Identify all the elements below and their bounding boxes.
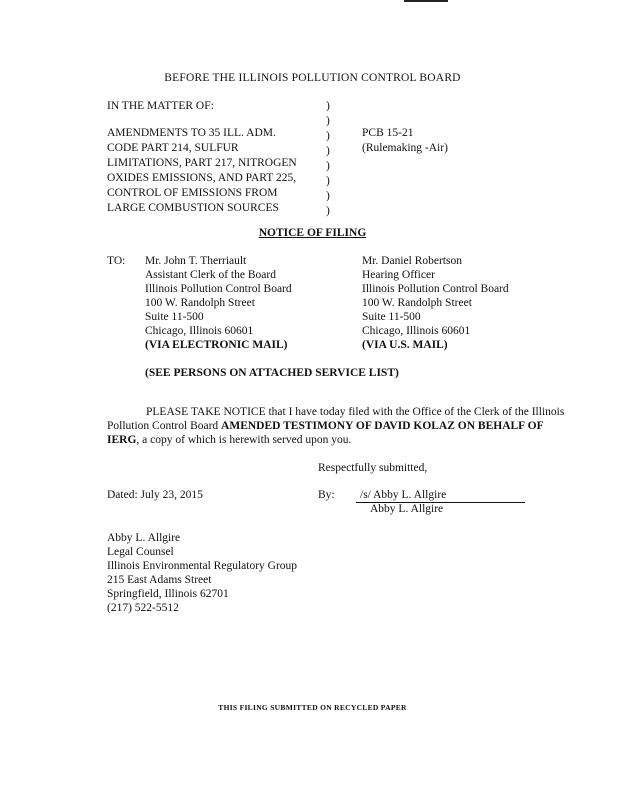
- respectfully-submitted: Respectfully submitted,: [318, 462, 428, 474]
- attorney-contact: [107, 531, 297, 615]
- caption-line: CODE PART 214, SULFUR: [107, 142, 239, 154]
- signature-line: /s/ Abby L. Allgire: [356, 488, 525, 503]
- contact-line: Springfield, Illinois 62701: [107, 588, 229, 600]
- contact-line: Illinois Environmental Regulatory Group: [107, 560, 298, 572]
- address-line: Suite 11-500: [145, 311, 204, 323]
- address-line: Mr. John T. Therriault: [145, 255, 247, 267]
- paren: ): [326, 160, 330, 172]
- paren: ): [326, 130, 330, 142]
- case-number: PCB 15-21: [362, 127, 414, 139]
- body-text-part2: , a copy of which is herewith served upon you.: [136, 434, 352, 446]
- to-label: TO:: [107, 255, 126, 267]
- court-title: BEFORE THE ILLINOIS POLLUTION CONTROL BOARD: [164, 72, 461, 84]
- address-line: Mr. Daniel Robertson: [362, 255, 462, 267]
- notice-body: [107, 405, 577, 447]
- address-line: Chicago, Illinois 60601: [362, 325, 471, 337]
- matter-label: IN THE MATTER OF:: [107, 100, 214, 112]
- address-line: Illinois Pollution Control Board: [362, 283, 509, 295]
- recycled-paper-footer: THIS FILING SUBMITTED ON RECYCLED PAPER: [218, 703, 407, 712]
- recipient-clerk: [145, 254, 292, 352]
- caption-line: CONTROL OF EMISSIONS FROM: [107, 187, 278, 199]
- paren: ): [326, 175, 330, 187]
- paren: ): [326, 205, 330, 217]
- recipient-hearing-officer: [362, 254, 509, 352]
- body-text-part1: PLEASE TAKE NOTICE that I have today filed with the Office of the Clerk of the Illinois Pollution Control Board: [107, 406, 565, 432]
- notice-heading: NOTICE OF FILING: [258, 227, 367, 239]
- signer-name: Abby L. Allgire: [370, 503, 444, 515]
- address-line: Illinois Pollution Control Board: [145, 283, 292, 295]
- contact-line: 215 East Adams Street: [107, 574, 212, 586]
- date-line: Dated: July 23, 2015: [107, 489, 203, 501]
- address-line: Chicago, Illinois 60601: [145, 325, 254, 337]
- paren: ): [326, 190, 330, 202]
- paren: ): [326, 115, 330, 127]
- address-line: Suite 11-500: [362, 311, 421, 323]
- caption-line: LIMITATIONS, PART 217, NITROGEN: [107, 157, 297, 169]
- caption-line: AMENDMENTS TO 35 ILL. ADM.: [107, 127, 276, 139]
- caption-line: LARGE COMBUSTION SOURCES: [107, 202, 279, 214]
- paren: ): [326, 100, 330, 112]
- delivery-method: (VIA ELECTRONIC MAIL): [145, 339, 288, 351]
- contact-line: Legal Counsel: [107, 546, 174, 558]
- address-line: 100 W. Randolph Street: [362, 297, 472, 309]
- delivery-method: (VIA U.S. MAIL): [362, 339, 448, 351]
- caption-parentheses: [326, 99, 330, 219]
- scan-mark: [404, 0, 448, 2]
- case-caption: [107, 126, 297, 216]
- contact-line: (217) 522-5512: [107, 602, 179, 614]
- caption-line: OXIDES EMISSIONS, AND PART 225,: [107, 172, 297, 184]
- contact-line: Abby L. Allgire: [107, 532, 181, 544]
- address-line: Assistant Clerk of the Board: [145, 269, 276, 281]
- address-line: Hearing Officer: [362, 269, 435, 281]
- case-type: (Rulemaking -Air): [362, 142, 448, 154]
- case-info: [362, 126, 448, 156]
- by-label: By:: [318, 489, 335, 501]
- body-text-document: AMENDED TESTIMONY OF DAVID KOLAZ ON BEHALF OF IERG: [107, 420, 544, 446]
- paren: ): [326, 145, 330, 157]
- service-list-note: (SEE PERSONS ON ATTACHED SERVICE LIST): [145, 367, 399, 379]
- address-line: 100 W. Randolph Street: [145, 297, 255, 309]
